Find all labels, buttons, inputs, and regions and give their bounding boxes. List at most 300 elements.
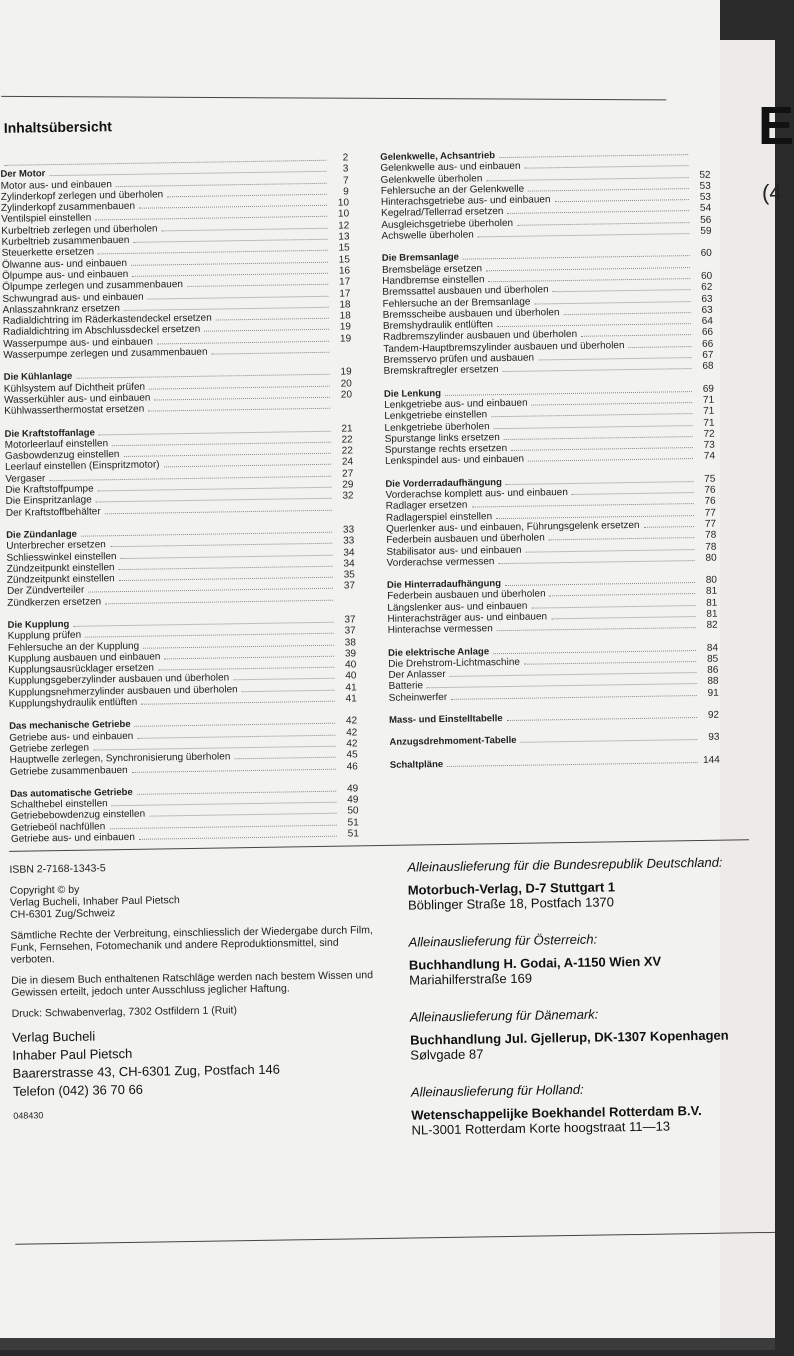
toc-page-number: 29 [335, 479, 353, 491]
toc-page-number: 46 [340, 761, 358, 773]
toc-entry-title: Lenkspindel aus- und einbauen [385, 454, 524, 467]
toc-page-number: 12 [331, 220, 349, 232]
toc-entry-title: Die Hinterradaufhängung [387, 578, 501, 591]
toc-dot-leader [141, 701, 335, 705]
toc-page-number: 53 [693, 192, 711, 204]
toc-entry-title: Anzugsdrehmoment-Tabelle [389, 735, 516, 748]
toc-dot-leader [164, 656, 334, 660]
toc-entry-title: Fehlersuche an der Bremsanlage [382, 296, 530, 310]
toc-page-number: 37 [338, 626, 356, 638]
toc-page-number: 41 [339, 682, 357, 694]
toc-dot-leader [137, 734, 335, 738]
toc-left-column [0, 152, 359, 845]
distributor-address: Mariahilferstraße 169 [409, 967, 759, 987]
toc-page-number: 53 [693, 181, 711, 193]
toc-entry-title: Getriebebowdenzug einstellen [10, 809, 145, 822]
toc-entry-title: Schliesswinkel einstellen [6, 551, 116, 564]
toc-entry-title: Die elektrische Anlage [388, 646, 489, 659]
distributor-label: Alleinauslieferung für Dänemark: [410, 1004, 760, 1024]
toc-dot-leader [124, 307, 329, 311]
distributor-germany [407, 854, 758, 912]
toc-dot-leader [496, 515, 694, 519]
toc-dot-leader [154, 397, 330, 401]
distributor-name: Motorbuch-Verlag, D-7 Stuttgart 1 [408, 877, 758, 897]
toc-dot-leader [486, 267, 690, 271]
toc-page-number: 81 [699, 597, 717, 609]
toc-page-number: 19 [333, 333, 351, 345]
toc-entry-title: Die Drehstrom-Lichtmaschine [388, 657, 520, 670]
toc-page-number: 74 [697, 451, 715, 463]
toc-entry-title: Längslenker aus- und einbauen [387, 600, 527, 613]
liability-notice: Die in diesem Buch enthaltenen Ratschläge werden nach bestem Wissen und Gewissen erteilt, jedoch unter Ausschluss jeglicher Haftung. [11, 969, 376, 999]
toc-entry-title: Kupplung prüfen [8, 630, 82, 642]
toc-page-number: 52 [692, 169, 710, 181]
copyright-line: CH-6301 Zug/Schweiz [10, 907, 115, 921]
toc-entry-title: Die Bremsanlage [382, 252, 459, 265]
toc-dot-leader [503, 368, 692, 372]
toc-page-number: 34 [336, 547, 354, 559]
toc-entry-title: Motor aus- und einbauen [1, 179, 112, 192]
top-rule [1, 96, 666, 100]
distributor-name: Buchhandlung H. Godai, A-1150 Wien XV [409, 952, 759, 972]
toc-page-number: 66 [695, 338, 713, 350]
toc-entry-title: Der Kraftstoffbehälter [6, 506, 101, 519]
toc-page-number: 77 [698, 519, 716, 531]
toc-dot-leader [538, 357, 691, 360]
toc-page-number: 22 [335, 434, 353, 446]
toc-dot-leader [139, 836, 337, 840]
toc-dot-leader [149, 385, 330, 389]
toc-entry-title: Radialdichtring im Abschlussdeckel ersetzen [3, 324, 200, 338]
toc-page-number: 63 [695, 305, 713, 317]
toc-entry-title: Kühlwasserthermostat ersetzen [4, 404, 144, 417]
toc-entry-title: Ölwanne aus- und einbauen [2, 258, 127, 271]
toc-dot-leader [497, 627, 696, 631]
toc-page-number: 40 [338, 671, 356, 683]
toc-page-number: 73 [697, 440, 715, 452]
toc-dot-leader [143, 644, 334, 648]
facing-page-letter: E [758, 95, 794, 157]
toc-page-number: 64 [695, 316, 713, 328]
toc-dot-leader [629, 346, 692, 348]
toc-dot-leader [116, 182, 327, 186]
toc-page-number: 21 [334, 423, 352, 435]
toc-entry-title: Unterbrecher ersetzen [6, 539, 106, 552]
toc-page-number: 18 [332, 299, 350, 311]
toc-entry-title: Batterie [388, 681, 423, 693]
toc-page-number: 80 [699, 552, 717, 564]
toc-page-number: 75 [697, 473, 715, 485]
toc-dot-leader [528, 188, 689, 192]
toc-page-number: 15 [332, 243, 350, 255]
toc-dot-leader [137, 791, 336, 795]
toc-page-number: 33 [336, 536, 354, 548]
toc-page-number: 71 [696, 395, 714, 407]
toc-entry-title: Getriebe zerlegen [9, 743, 89, 756]
toc-entry-title: Die Vorderradaufhängung [385, 477, 502, 490]
toc-dot-leader [553, 289, 691, 292]
toc-dot-leader [532, 402, 693, 406]
toc-entry-title: Bremskraftregler ersetzen [384, 364, 499, 377]
toc-entry-title: Lenkgetriebe aus- und einbauen [384, 398, 528, 412]
toc-page-number: 71 [696, 406, 714, 418]
toc-page-number: 68 [696, 361, 714, 373]
toc-page-number: 81 [699, 609, 717, 621]
toc-dot-leader [534, 301, 690, 304]
toc-entry-title: Getriebe aus- und einbauen [9, 731, 133, 744]
toc-dot-leader [164, 464, 331, 468]
toc-dot-leader [135, 723, 336, 727]
toc-page-number: 15 [332, 254, 350, 266]
toc-page-number: 40 [338, 660, 356, 672]
toc-entry-title: Die Kraftstoffpumpe [5, 483, 93, 496]
toc-entry-title: Federbein ausbauen und überholen [386, 533, 545, 547]
toc-dot-leader [187, 284, 328, 287]
copyright-line: Copyright © by [10, 884, 80, 897]
toc-page-number: 62 [694, 282, 712, 294]
toc-page-number: 93 [701, 732, 719, 744]
toc-entry-title: Lenkgetriebe einstellen [384, 410, 487, 423]
toc-entry-title: Zündzeitpunkt einstellen [7, 573, 115, 586]
toc-entry-title: Kupplungsausrücklager ersetzen [8, 663, 154, 677]
printer: Druck: Schwabenverlag, 7302 Ostfildern 1 (Ruit) [12, 1002, 377, 1020]
toc-dot-leader [581, 335, 691, 338]
toc-entry-title: Schalthebel einstellen [10, 798, 107, 811]
toc-dot-leader [520, 739, 697, 743]
toc-page-number: 60 [694, 248, 712, 260]
toc-page-number: 22 [335, 446, 353, 458]
toc-entry-title: Getriebeöl nachfüllen [11, 821, 106, 834]
isbn: ISBN 2-7168-1343-5 [9, 858, 374, 876]
rights-notice: Sämtliche Rechte der Verbreitung, einschliesslich der Wiedergabe durch Film, Funk, Fernsehen, Fotomechanik und andere Reproduktionsmittel, sind verboten. [10, 924, 376, 966]
toc-page-number: 20 [334, 389, 352, 401]
toc-dot-leader [148, 295, 329, 299]
toc-entry-title: Bremsservo prüfen und ausbauen [383, 353, 534, 367]
toc-page-number: 86 [700, 665, 718, 677]
toc-dot-leader [139, 205, 327, 209]
toc-page-number: 144 [702, 754, 720, 766]
toc-dot-leader [550, 593, 696, 596]
toc-entry-title: Ventilspiel einstellen [1, 213, 91, 226]
toc-entry-title: Mass- und Einstelltabelle [389, 713, 503, 726]
toc-page-number: 45 [340, 750, 358, 762]
print-code: 048430 [13, 1104, 378, 1122]
toc-entry-title: Schaltpläne [390, 759, 443, 771]
toc-dot-leader [123, 453, 330, 457]
toc-page-number: 42 [339, 716, 357, 728]
toc-page-number: 17 [332, 277, 350, 289]
toc-page-number: 91 [701, 687, 719, 699]
toc-page-number: 38 [338, 637, 356, 649]
page-title: Inhaltsübersicht [4, 118, 112, 136]
toc-dot-leader [216, 318, 329, 321]
toc-entry-title: Der Anlasser [388, 669, 445, 681]
toc-entry-title: Tandem-Hauptbremszylinder ausbauen und überholen [383, 340, 624, 355]
distributor-denmark [410, 1004, 761, 1062]
toc-entry-title: Die Einspritzanlage [6, 495, 92, 508]
toc-entry-title: Der Motor [0, 168, 45, 180]
distributor-holland [411, 1079, 762, 1137]
toc-entry-title: Achswelle überholen [381, 230, 473, 243]
toc-entry-title: Ölpumpe aus- und einbauen [2, 269, 128, 282]
toc-dot-leader [572, 492, 694, 495]
toc-dot-leader [132, 768, 336, 772]
imprint-block [9, 858, 378, 1131]
toc-entry-title: Das automatische Getriebe [10, 787, 133, 800]
toc-entry-title: Ölpumpe zerlegen und zusammenbauen [2, 279, 183, 293]
toc-entry-title: Vergaser [5, 473, 45, 485]
toc-entry-title: Steuerkette ersetzen [2, 247, 94, 260]
toc-entry-title: Bremsscheibe ausbauen und überholen [383, 307, 560, 321]
toc-entry-title: Zündkerzen ersetzen [7, 596, 101, 609]
publisher-line: Verlag Bucheli [12, 1029, 95, 1045]
toc-dot-leader [499, 154, 688, 158]
toc-page-number: 18 [333, 311, 351, 323]
toc-entry-title: Radialdichtring im Räderkastendeckel ersetzen [3, 313, 212, 328]
toc-dot-leader [158, 667, 334, 671]
distributors [407, 854, 762, 1159]
toc-entry-title: Die Lenkung [384, 388, 441, 400]
toc-page-number: 2 [330, 152, 348, 164]
toc-entry-title: Gasbowdenzug einstellen [5, 449, 120, 462]
toc-entry-title: Federbein ausbauen und überholen [387, 589, 546, 603]
toc-dot-leader [644, 526, 695, 528]
toc-page-number: 67 [695, 350, 713, 362]
toc-entry-title: Schwungrad aus- und einbauen [2, 291, 143, 305]
toc-entry-title: Zylinderkopf zerlegen und überholen [1, 189, 164, 203]
copyright-line: Verlag Bucheli, Inhaber Paul Pietsch [10, 894, 180, 909]
toc-page-number: 20 [334, 378, 352, 390]
toc-dot-leader [167, 194, 327, 198]
toc-page-number: 76 [697, 485, 715, 497]
toc-page-number: 72 [697, 429, 715, 441]
toc-dot-leader [551, 616, 695, 619]
toc-page-number: 85 [700, 654, 718, 666]
toc-page-number: 59 [693, 226, 711, 238]
distributor-name: Buchhandlung Jul. Gjellerup, DK-1307 Kopenhagen [410, 1027, 760, 1047]
distributor-label: Alleinauslieferung für die Bundesrepublik Deutschland: [407, 854, 757, 874]
toc-page-number: 84 [700, 642, 718, 654]
toc-entry-title: Hinterachsgetriebe aus- und einbauen [381, 194, 551, 208]
toc-page-number: 69 [696, 383, 714, 395]
toc-page-number: 49 [340, 783, 358, 795]
toc-page-number: 80 [699, 575, 717, 587]
toc-entry-title: Motorleerlauf einstellen [5, 438, 109, 451]
toc-page-number: 78 [698, 530, 716, 542]
toc-dot-leader [212, 352, 330, 355]
toc-entry-title: Kühlsystem auf Dichtheit prüfen [4, 381, 145, 395]
toc-page-number: 54 [693, 203, 711, 215]
toc-entry-title: Lenkgetriebe überholen [384, 421, 489, 434]
toc-dot-leader [149, 813, 336, 817]
toc-entry-title: Radbremszylinder ausbauen und überholen [383, 329, 577, 343]
toc-dot-leader [507, 211, 689, 215]
toc-dot-leader [564, 312, 691, 315]
toc-entry-title: Radlagerspiel einstellen [386, 511, 492, 524]
toc-entry-title: Die Kupplung [7, 619, 69, 631]
toc-entry-title: Das mechanische Getriebe [9, 719, 131, 732]
toc-dot-leader [549, 537, 695, 540]
bottom-rule [15, 1232, 775, 1245]
toc-dot-leader [148, 408, 330, 412]
toc-page-number: 82 [700, 620, 718, 632]
toc-entry-title: Wasserkühler aus- und einbauen [4, 393, 151, 407]
toc-entry-title: Bremssattel ausbauen und überholen [382, 285, 548, 299]
toc-dot-leader [507, 717, 697, 721]
toc-page-number: 13 [331, 232, 349, 244]
toc-entry-title: Wasserpumpe aus- und einbauen [3, 336, 153, 350]
toc-entry-title: Gelenkwelle aus- und einbauen [380, 161, 520, 174]
toc-dot-leader [526, 549, 695, 553]
toc-page-number: 19 [334, 367, 352, 379]
toc-entry-title: Scheinwerfer [389, 692, 448, 704]
publisher-line: Telefon (042) 36 70 66 [13, 1082, 143, 1099]
toc-entry-title: Gelenkwelle, Achsantrieb [380, 150, 495, 163]
toc-page-number: 10 [331, 198, 349, 210]
toc-dot-leader [505, 582, 695, 586]
toc-page-number: 49 [340, 794, 358, 806]
publisher-address [12, 1023, 378, 1101]
toc-entry-title: Die Kühlanlage [4, 371, 73, 383]
toc-page-number: 10 [331, 209, 349, 221]
toc-entry-title: Ausgleichsgetriebe überholen [381, 218, 513, 231]
toc-dot-leader [132, 273, 328, 277]
toc-entry-title: Kupplungsgeberzylinder ausbauen und überholen [8, 673, 229, 688]
toc-page-number: 63 [694, 293, 712, 305]
toc-entry-title: Spurstange links ersetzen [385, 432, 500, 445]
toc-page-number: 77 [698, 507, 716, 519]
toc-entry-title: Stabilisator aus- und einbauen [386, 544, 521, 557]
toc-page-number: 60 [694, 271, 712, 283]
toc-entry-title: Die Zündanlage [6, 529, 77, 541]
toc-dot-leader [131, 261, 328, 265]
toc-page-number: 17 [332, 288, 350, 300]
distributor-name: Wetenschappelijke Boekhandel Rotterdam B.V. [411, 1102, 761, 1122]
toc-page-number: 34 [337, 558, 355, 570]
toc-page-number: 37 [337, 581, 355, 593]
toc-dot-leader [494, 425, 693, 429]
toc-page-number: 92 [701, 710, 719, 722]
toc-dot-leader [478, 233, 690, 237]
toc-page-number: 19 [333, 322, 351, 334]
toc-page-number: 81 [699, 586, 717, 598]
toc-entry-title: Kupplungsnehmerzylinder ausbauen und überholen [9, 684, 238, 699]
toc-page-number: 71 [696, 417, 714, 429]
copyright [10, 879, 376, 921]
toc-entry-title: Die Kraftstoffanlage [4, 427, 94, 440]
toc-dot-leader [133, 239, 327, 243]
page-shadow [0, 1338, 775, 1350]
toc-dot-leader [242, 689, 335, 691]
toc-entry-title: Querlenker aus- und einbauen, Führungsgelenk ersetzen [386, 520, 640, 535]
toc-page-number: 33 [336, 524, 354, 536]
toc-page-number: 32 [335, 491, 353, 503]
toc-page-number: 66 [695, 327, 713, 339]
toc-entry-title: Kurbeltrieb zerlegen und überholen [1, 223, 157, 237]
toc-entry-title: Hauptwelle zerlegen, Synchronisierung überholen [10, 752, 231, 767]
toc-entry-title: Anlasszahnkranz ersetzen [3, 303, 120, 316]
facing-page-paren: (4 [762, 180, 782, 206]
toc-dot-leader [489, 278, 691, 282]
toc-entry-title: Vorderachse komplett aus- und einbauen [385, 487, 567, 501]
toc-page-number: 56 [693, 215, 711, 227]
toc-page-number: 27 [335, 468, 353, 480]
toc-dot-leader [493, 650, 696, 654]
toc-entry-title: Gelenkwelle überholen [381, 173, 483, 186]
toc-entry-title: Kegelrad/Tellerrad ersetzen [381, 206, 503, 219]
toc-entry-title: Kupplung ausbauen und einbauen [8, 651, 161, 665]
toc-dot-leader [497, 323, 691, 327]
toc-entry-title: Vorderachse vermessen [387, 556, 495, 569]
toc-dot-leader [498, 560, 694, 564]
toc-entry-title: Leerlauf einstellen (Einspritzmotor) [5, 460, 160, 474]
toc-page-number: 37 [337, 614, 355, 626]
toc-dot-leader [121, 554, 333, 558]
toc-entry-title: Bremshydraulik entlüften [383, 319, 493, 332]
toc-page-number: 78 [698, 541, 716, 553]
toc-page-number: 9 [331, 186, 349, 198]
toc-dot-leader [506, 481, 694, 485]
toc-dot-leader [157, 341, 329, 345]
distributor-address: NL-3001 Rotterdam Korte hoogstraat 11—13 [411, 1117, 761, 1137]
toc-entry-title: Zylinderkopf zusammenbauen [1, 201, 135, 214]
toc-dot-leader [504, 436, 693, 440]
toc-entry-title: Hinterachse vermessen [388, 624, 493, 637]
toc-page-number: 16 [332, 265, 350, 277]
toc-dot-leader [528, 458, 693, 462]
toc-entry-title: Handbremse einstellen [382, 274, 484, 287]
toc-entry-title: Der Zündverteiler [7, 585, 84, 598]
toc-page-number: 3 [330, 164, 348, 176]
toc-entry-title: Fehlersuche an der Kupplung [8, 640, 139, 653]
toc-dot-leader [486, 177, 688, 181]
distributor-label: Alleinauslieferung für Österreich: [408, 929, 758, 949]
toc-page-number: 50 [340, 806, 358, 818]
toc-page-number: 35 [337, 569, 355, 581]
distributor-austria [408, 929, 759, 987]
toc-page-number: 39 [338, 648, 356, 660]
toc-entry-title: Spurstange rechts ersetzen [385, 443, 507, 456]
toc-entry-title: Kurbeltrieb zusammenbauen [1, 235, 129, 248]
toc-dot-leader [531, 605, 695, 609]
toc-dot-leader [112, 442, 331, 446]
toc-dot-leader [234, 757, 335, 760]
toc-entry-title: Hinterachsträger aus- und einbauen [387, 611, 547, 625]
toc-dot-leader [555, 199, 689, 202]
toc-dot-leader [204, 329, 329, 332]
toc-dot-leader [447, 762, 698, 767]
publisher-line: Inhaber Paul Pietsch [12, 1046, 132, 1063]
toc-page-number: 51 [341, 817, 359, 829]
toc-right-column [380, 147, 720, 771]
toc-page-number: 76 [698, 496, 716, 508]
toc-dot-leader [119, 577, 333, 581]
publisher-line: Baarerstrasse 43, CH-6301 Zug, Postfach 146 [12, 1062, 280, 1081]
distributor-address: Böblinger Straße 18, Postfach 1370 [408, 892, 758, 912]
toc-entry-title: Getriebe aus- und einbauen [11, 832, 135, 845]
toc-page-number: 42 [339, 738, 357, 750]
distributor-address: Sølvgade 87 [410, 1042, 760, 1062]
toc-entry-title: Kupplungshydraulik entlüften [9, 697, 138, 710]
toc-page-number: 42 [339, 727, 357, 739]
toc-dot-leader [511, 447, 693, 451]
toc-dot-leader [233, 678, 334, 681]
toc-entry-title: Zündzeitpunkt einstellen [7, 562, 115, 575]
toc-page-number: 41 [339, 693, 357, 705]
toc-dot-leader [525, 165, 689, 169]
toc-dot-leader [491, 413, 692, 417]
toc-page-number: 51 [341, 828, 359, 840]
